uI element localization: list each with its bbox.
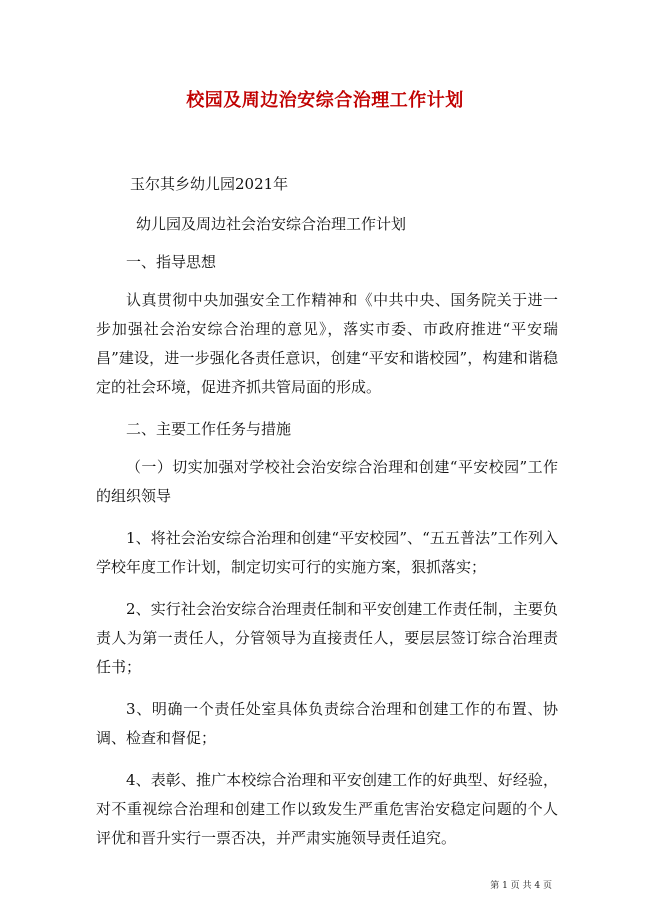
list-item: 1、将社会治安综合治理和创建“平安校园”、“五五普法”工作列入学校年度工作计划，制定切实可行的实施方案，狠抓落实； — [96, 529, 558, 576]
page-indicator: 第 1 页 共 4 页 — [490, 881, 552, 891]
section-1-body: 认真贯彻中央加强安全工作精神和《中共中央、国务院关于进一步加强社会治安综合治理的意见》，落实市委、市政府推进“平安瑞昌”建设，进一步强化各责任意识，创建“平安和谐校园”，构建和谐稳定的社会环境，促进齐抓共管局面的形成。 — [96, 291, 558, 396]
list-item: 2、实行社会治安综合治理责任制和平安创建工作责任制，主要负责人为第一责任人，分管领导为直接责任人，要层层签订综合治理责任书； — [96, 600, 558, 676]
document-body — [96, 170, 558, 853]
subsection-1-heading: （一）切实加强对学校社会治安综合治理和创建“平安校园”工作的组织领导 — [96, 458, 558, 505]
list-item: 4、表彰、推广本校综合治理和平安创建工作的好典型、好经验，对不重视综合治理和创建工作以致发生严重危害治安稳定问题的个人评优和晋升实行一票否决，并严肃实施领导责任追究。 — [96, 771, 558, 847]
section-2-heading: 二、主要工作任务与措施 — [126, 420, 292, 438]
section-1-heading: 一、指导思想 — [126, 253, 217, 271]
plan-title: 幼儿园及周边社会治安综合治理工作计划 — [136, 215, 407, 233]
org-line: 玉尔其乡幼儿园2021年 — [130, 175, 289, 193]
list-item: 3、明确一个责任处室具体负责综合治理和创建工作的布置、协调、检查和督促； — [96, 700, 558, 747]
document-title: 校园及周边治安综合治理工作计划 — [186, 90, 464, 111]
